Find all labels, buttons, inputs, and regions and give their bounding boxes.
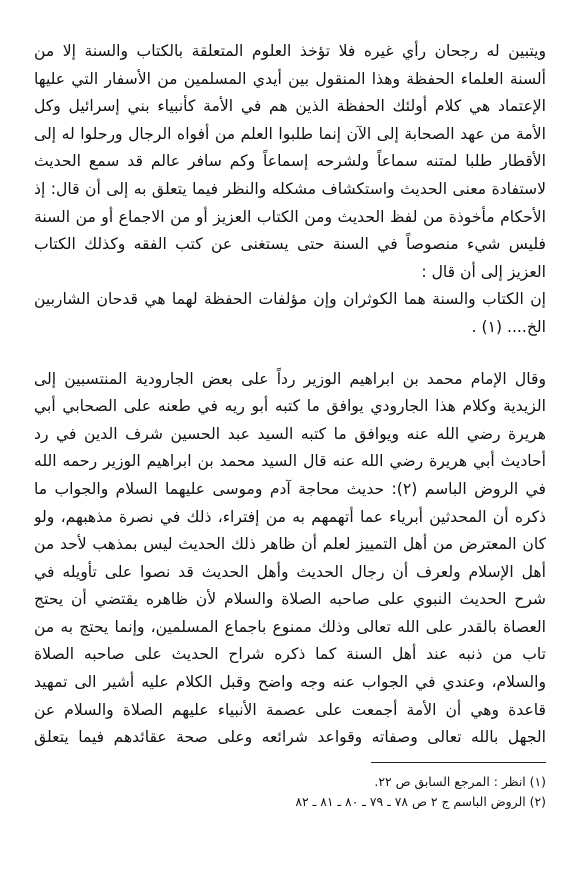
text-line: الأحكام مأخوذة من لفظ الحديث ومن الكتاب العزيز أو من الاجماع أو من السنة (34, 207, 546, 226)
main-text (34, 38, 546, 752)
text-line: الخ.... (١) . (471, 317, 546, 336)
text-line: قاعدة وهي أن الأمة أجمعت على عصمة الأنبياء عليهم الصلاة والسلام عن (34, 700, 546, 719)
text-line: في الروض الباسم (٢): حديث محاجة آدم وموسى عليهما السلام والجواب ما (34, 479, 546, 498)
paragraph-1 (34, 38, 546, 342)
text-line: الزيدية وكلام هذا الجارودي يوافق ما كتبه أبو ريه في طعنه على الصحابي أبي (34, 397, 546, 416)
text-line: ذكره أن المحدثين أبرياء عما أتهمهم به من إفتراء، ذلك في نصرة مذهبهم، ولو (34, 507, 546, 526)
text-line: فليس شيء منصوصاً في السنة حتى يستغنى عن كتب الفقه وكذلك الكتاب (34, 235, 546, 254)
text-line: شرح الحديث النبوي على صاحبه الصلاة والسلام لأن ظاهره يقتضي أن يحتج (34, 590, 546, 609)
text-line: أحاديث أبي هريرة رضي الله عنه قال السيد محمد بن ابراهيم الوزير رحمه الله (34, 452, 546, 471)
text-line: لاستفادة معنى الحديث واستكشاف مشكله والنظر فيما يتعلق به إلى أن قال: إذ (34, 179, 546, 198)
text-line: والسلام، وعندي في الجواب عنه وجه واضح وقبل الكلام عليه أشير الى تمهيد (34, 673, 546, 692)
text-line: الجهل بالله تعالى وصفاته وقواعد شرائعه وعلى صحة عقائدهم فيما يتعلق (34, 728, 546, 747)
footnote-2: (٢) الروض الباسم ج ٢ ص ٧٨ ـ ٧٩ ـ ٨٠ ـ ٨١ ـ ٨٢ (295, 794, 546, 809)
footnote-divider (371, 762, 546, 763)
text-line: إن الكتاب والسنة هما الكوثران وإن مؤلفات الحفظة لهما هي قدحان الشاربين (34, 290, 546, 309)
text-line: كان المعترض من أهل التمييز لعلم أن ظاهر ذلك الحديث ليس بمذهب لأحد من (34, 535, 546, 554)
text-line: الإعتماد هي كلام أولئك الحفظة الذين هم في الأمة كأنبياء بني إسرائيل وكل (34, 97, 546, 116)
text-line: هريرة رضي الله عنه ويوافق ما كتبه السيد عبد الحسين شرف الدين في رد (34, 424, 546, 443)
text-line: وقال الإمام محمد بن ابراهيم الوزير رداً على بعض الجارودية المنتسبين إلى (34, 369, 546, 388)
text-line: العزيز إلى أن قال : (421, 262, 546, 281)
text-line: ويتبين له رجحان رأي غيره فلا تؤخذ العلوم المتعلقة بالكتاب والسنة إلا من (34, 42, 546, 60)
text-line: ألسنة العلماء الحفظة وهذا المنقول بين أيدي المسلمين من الأسفار التي عليها (34, 69, 546, 88)
footnotes (34, 772, 546, 812)
paragraph-2 (34, 366, 546, 752)
footnote-1: (١) انظر : المرجع السابق ص ٢٢. (374, 774, 546, 789)
text-line: العصاة بالقدر على الله تعالى وذلك ممنوع باجماع المسلمين، وإنما يحتج به من (34, 617, 546, 636)
text-line: الأمة من عهد الصحابة إلى الآن إنما طلبوا العلم من أفواه الرجال ورحلوا له إلى (34, 124, 546, 143)
text-line: تاب من ذنبه عند أهل السنة كما ذكره شراح الحديث على صاحبه الصلاة (34, 645, 546, 664)
text-line: أهل الإسلام ولعرف أن رجال الحديث وأهل الحديث قد نصوا على تأويله في (34, 562, 546, 581)
text-line: الأقطار طلبا لمتنه سماعاً ولشرحه إسماعاً وكم سافر عالم قد سمع الحديث (34, 152, 546, 171)
